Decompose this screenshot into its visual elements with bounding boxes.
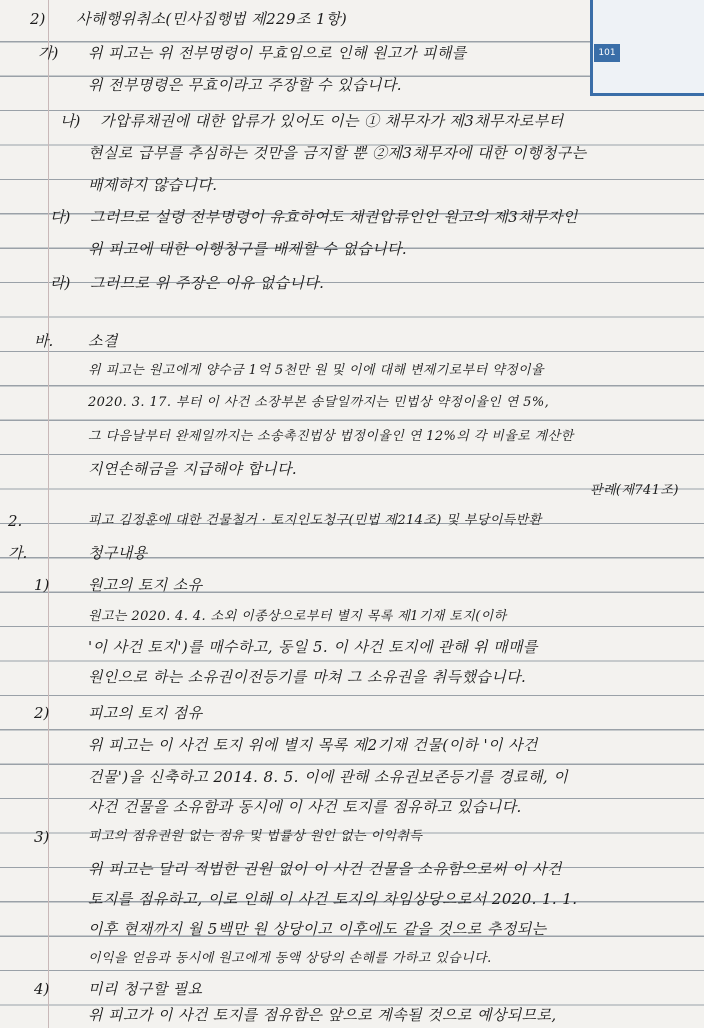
- handwritten-line: 토지를 점유하고, 이로 인해 이 사건 토지의 차임상당으로서 2020. 1. 1.: [88, 890, 578, 908]
- line-marker: 다): [50, 208, 71, 226]
- section-marker: 2.: [8, 512, 23, 530]
- handwritten-line: 이익을 얻음과 동시에 원고에게 동액 상당의 손해를 가하고 있습니다.: [88, 951, 492, 966]
- handwritten-line: 위 전부명령은 무효이라고 주장할 수 있습니다.: [88, 76, 402, 94]
- section-marker: 가.: [8, 544, 28, 562]
- section-heading: 피고 김정훈에 대한 건물철거 · 토지인도청구(민법 제214조) 및 부당이득반환: [88, 513, 542, 528]
- line-marker: 2): [30, 10, 46, 28]
- margin-note: 판례(제741조): [590, 483, 679, 498]
- handwritten-line: 사해행위취소(민사집행법 제229조 1항): [76, 10, 348, 28]
- handwritten-line: 건물')을 신축하고 2014. 8. 5. 이에 관해 소유권보존등기를 경료해, 이: [88, 768, 569, 786]
- section-marker: 바.: [34, 332, 54, 350]
- line-marker: 라): [50, 274, 71, 292]
- handwritten-line: 위 피고는 원고에게 양수금 1억 5천만 원 및 이에 대해 변제기로부터 약정이율: [88, 363, 544, 378]
- handwritten-line: 위 피고가 이 사건 토지를 점유함은 앞으로 계속될 것으로 예상되므로,: [88, 1006, 557, 1024]
- line-marker: 가): [38, 44, 59, 62]
- subsection-heading: 원고의 토지 소유: [88, 576, 203, 594]
- page-number-badge: 101: [594, 44, 620, 62]
- handwritten-line: 이후 현재까지 월 5백만 원 상당이고 이후에도 같을 것으로 추정되는: [88, 920, 547, 938]
- handwritten-line: 배제하지 않습니다.: [88, 176, 218, 194]
- handwritten-line: 위 피고는 달리 적법한 권원 없이 이 사건 건물을 소유함으로써 이 사건: [88, 860, 562, 878]
- subsection-heading: 미리 청구할 필요: [88, 980, 203, 998]
- handwritten-line: 2020. 3. 17. 부터 이 사건 소장부본 송달일까지는 민법상 약정이율인 연 5%,: [88, 395, 550, 410]
- handwritten-line: 위 피고는 이 사건 토지 위에 별지 목록 제2기재 건물(이하 '이 사건: [88, 736, 538, 754]
- handwritten-line: 사건 건물을 소유함과 동시에 이 사건 토지를 점유하고 있습니다.: [88, 798, 522, 816]
- handwritten-line: 위 피고는 위 전부명령이 무효임으로 인해 원고가 피해를: [88, 44, 467, 62]
- line-marker: 2): [34, 704, 50, 722]
- handwritten-line: 그 다음날부터 완제일까지는 소송촉진법상 법정이율인 연 12%의 각 비율로 계산한: [88, 429, 574, 444]
- subsection-heading: 피고의 토지 점유: [88, 704, 203, 722]
- handwritten-line: 원고는 2020. 4. 4. 소외 이종상으로부터 별지 목록 제1기재 토지(이하: [88, 609, 507, 624]
- handwritten-line: '이 사건 토지')를 매수하고, 동일 5. 이 사건 토지에 관해 위 매매를: [88, 638, 538, 656]
- handwritten-line: 지연손해금을 지급해야 합니다.: [88, 460, 298, 478]
- handwritten-line: 원인으로 하는 소유권이전등기를 마쳐 그 소유권을 취득했습니다.: [88, 668, 527, 686]
- line-marker: 나): [60, 112, 81, 130]
- line-marker: 4): [34, 980, 50, 998]
- margin-rule: [48, 0, 49, 1028]
- handwritten-line: 그러므로 위 주장은 이유 없습니다.: [90, 274, 325, 292]
- line-marker: 3): [34, 828, 50, 846]
- line-marker: 1): [34, 576, 50, 594]
- handwritten-line: 현실로 급부를 추심하는 것만을 금지할 뿐 ②제3채무자에 대한 이행청구는: [88, 144, 587, 162]
- handwritten-line: 위 피고에 대한 이행청구를 배제할 수 없습니다.: [88, 240, 408, 258]
- subsection-heading: 청구내용: [88, 544, 148, 562]
- handwritten-line: 그러므로 설령 전부명령이 유효하여도 채권압류인인 원고의 제3채무자인: [90, 208, 578, 226]
- handwritten-line: 가압류채권에 대한 압류가 있어도 이는 ① 채무자가 제3채무자로부터: [100, 112, 564, 130]
- section-heading: 소결: [88, 332, 118, 350]
- subsection-heading: 피고의 점유권원 없는 점유 및 법률상 원인 없는 이익취득: [88, 829, 423, 844]
